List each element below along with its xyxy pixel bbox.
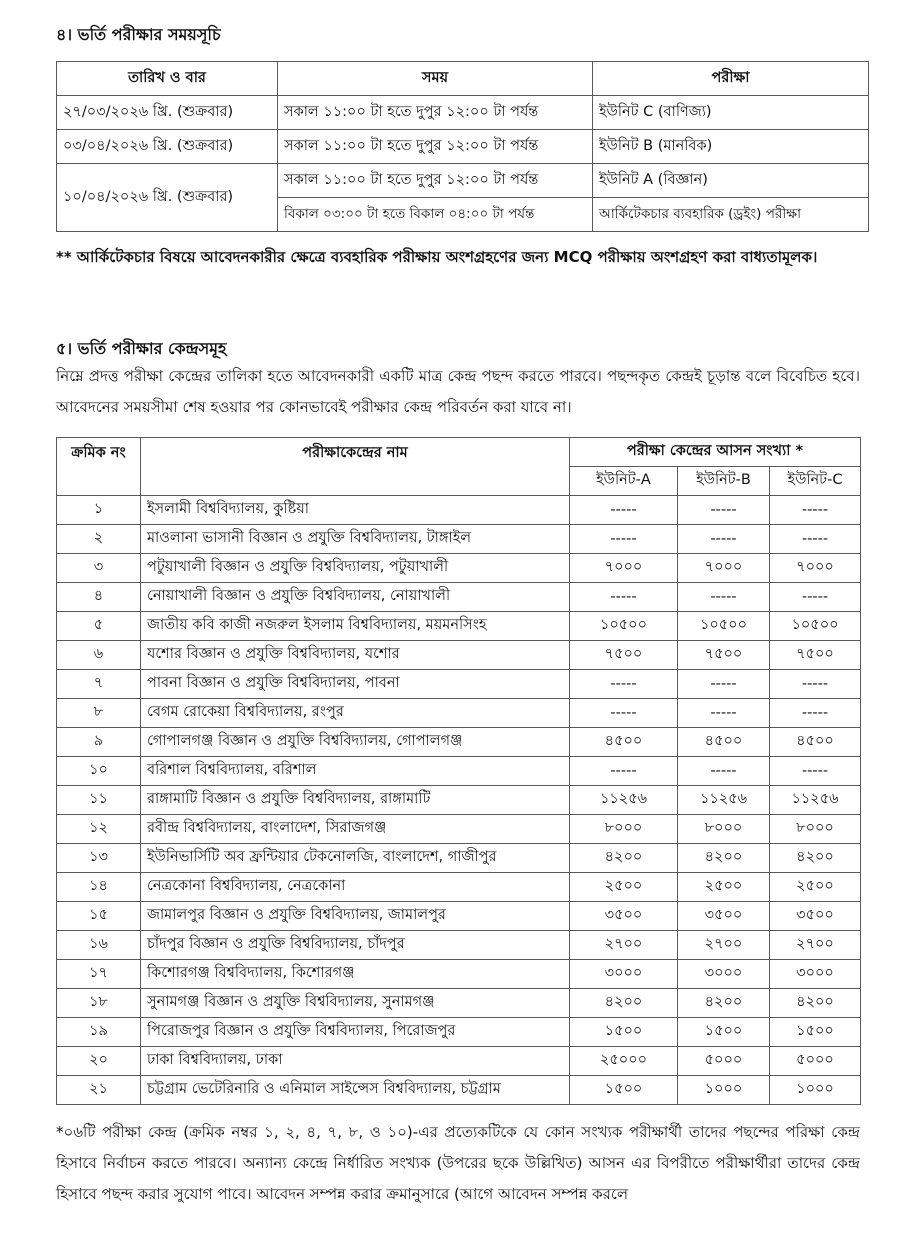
seats-unit-a: ১১২৫৬ <box>570 786 678 815</box>
header-seats: পরীক্ষা কেন্দ্রের আসন সংখ্যা * <box>570 438 861 467</box>
center-row <box>57 873 861 902</box>
center-serial: ১৯ <box>57 1018 141 1047</box>
center-row <box>57 786 861 815</box>
seats-unit-c: ১০০০ <box>770 1076 861 1105</box>
exam-centers-table <box>56 437 861 1105</box>
section4-heading: ৪। ভর্তি পরীক্ষার সময়সূচি <box>56 25 221 44</box>
center-name: নোয়াখালী বিজ্ঞান ও প্রযুক্তি বিশ্ববিদ্যালয়, নোয়াখালী <box>141 583 570 612</box>
seats-unit-b: ----- <box>678 699 770 728</box>
schedule-date: ২৭/০৩/২০২৬ খ্রি. (শুক্রবার) <box>57 96 278 130</box>
schedule-exam: আর্কিটেকচার ব্যবহারিক (ড্রইং) পরীক্ষা <box>593 198 869 232</box>
center-serial: ৫ <box>57 612 141 641</box>
header-date: তারিখ ও বার <box>57 62 278 96</box>
seats-unit-b: ১০০০ <box>678 1076 770 1105</box>
center-row <box>57 728 861 757</box>
seats-unit-b: ৮০০০ <box>678 815 770 844</box>
center-row <box>57 960 861 989</box>
seats-unit-c: ৪২০০ <box>770 844 861 873</box>
seats-unit-a: ৪২০০ <box>570 844 678 873</box>
seats-unit-a: ৩৫০০ <box>570 902 678 931</box>
seats-unit-b: ----- <box>678 757 770 786</box>
center-serial: ১৭ <box>57 960 141 989</box>
center-name: পটুয়াখালী বিজ্ঞান ও প্রযুক্তি বিশ্ববিদ্যালয়, পটুয়াখালী <box>141 554 570 583</box>
centers-intro: নিম্নে প্রদত্ত পরীক্ষা কেন্দ্রের তালিকা হতে আবেদনকারী একটি মাত্র কেন্দ্র পছন্দ করতে পারবে। পছন্দকৃত কেন্দ্রই চূড়ান্ত বলে বিবেচিত হবে। আবেদনের সময়সীমা শেষ হওয়ার পর কোনভাবেই পরীক্ষার কেন্দ্র পরিবর্তন করা যাবে না। <box>56 367 860 416</box>
seats-unit-a: ১০৫০০ <box>570 612 678 641</box>
seats-unit-b: ১১২৫৬ <box>678 786 770 815</box>
seats-unit-a: ১৫০০ <box>570 1076 678 1105</box>
exam-schedule-table <box>56 61 869 232</box>
header-unit-a: ইউনিট-A <box>570 467 678 496</box>
seats-unit-c: ----- <box>770 699 861 728</box>
center-serial: ৮ <box>57 699 141 728</box>
center-row <box>57 844 861 873</box>
seats-unit-a: ৩০০০ <box>570 960 678 989</box>
centers-body <box>57 496 861 1105</box>
center-name: রাঙ্গামাটি বিজ্ঞান ও প্রযুক্তি বিশ্ববিদ্যালয়, রাঙ্গামাটি <box>141 786 570 815</box>
center-row <box>57 757 861 786</box>
center-name: পাবনা বিজ্ঞান ও প্রযুক্তি বিশ্ববিদ্যালয়, পাবনা <box>141 670 570 699</box>
architecture-note: ** আর্কিটেকচার বিষয়ে আবেদনকারীর ক্ষেত্রে ব্যবহারিক পরীক্ষায় অংশগ্রহণের জন্য MCQ পরীক্ষায় অংশগ্রহণ করা বাধ্যতামূলক। <box>56 248 818 266</box>
center-serial: ১১ <box>57 786 141 815</box>
seats-unit-a: ৪২০০ <box>570 989 678 1018</box>
seats-unit-c: ৫০০০ <box>770 1047 861 1076</box>
center-serial: ৭ <box>57 670 141 699</box>
seats-unit-b: ৪২০০ <box>678 989 770 1018</box>
centers-footnote: *০৬টি পরীক্ষা কেন্দ্র (ক্রমিক নম্বর ১, ২, ৪, ৭, ৮, ও ১০)-এর প্রত্যেকটিকে যে কোন সংখ্যক পরীক্ষার্থী তাদের পছন্দের পরিক্ষা কেন্দ্র হিসাবে নির্বাচন করতে পারবে। অন্যান্য কেন্দ্রে নির্ধারিত সংখ্যক (উপরের ছকে উল্লিখিত) আসন এর বিপরীতে পরীক্ষার্থীরা তাদের কেন্দ্র হিসাবে পছন্দ করার সুযোগ পাবে। আবেদন সম্পন্ন করার ক্রমানুসারে (আগে আবেদন সম্পন্ন করলে <box>56 1123 860 1203</box>
seats-unit-a: ----- <box>570 670 678 699</box>
center-serial: ১৩ <box>57 844 141 873</box>
seats-unit-c: ----- <box>770 525 861 554</box>
seats-unit-c: ৭৫০০ <box>770 641 861 670</box>
seats-unit-c: ৪৫০০ <box>770 728 861 757</box>
center-serial: ৯ <box>57 728 141 757</box>
seats-unit-c: ৩০০০ <box>770 960 861 989</box>
center-name: সুনামগঞ্জ বিজ্ঞান ও প্রযুক্তি বিশ্ববিদ্যালয়, সুনামগঞ্জ <box>141 989 570 1018</box>
section5-heading: ৫। ভর্তি পরীক্ষার কেন্দ্রসমূহ <box>56 339 227 358</box>
center-serial: ১২ <box>57 815 141 844</box>
seats-unit-b: ----- <box>678 670 770 699</box>
center-row <box>57 815 861 844</box>
center-serial: ১৮ <box>57 989 141 1018</box>
center-serial: ৪ <box>57 583 141 612</box>
center-name: নেত্রকোনা বিশ্ববিদ্যালয়, নেত্রকোনা <box>141 873 570 902</box>
schedule-row <box>57 164 869 198</box>
center-row <box>57 989 861 1018</box>
seats-unit-b: ২৫০০ <box>678 873 770 902</box>
center-name: মাওলানা ভাসানী বিজ্ঞান ও প্রযুক্তি বিশ্ববিদ্যালয়, টাঙ্গাইল <box>141 525 570 554</box>
center-name: বরিশাল বিশ্ববিদ্যালয়, বরিশাল <box>141 757 570 786</box>
schedule-row <box>57 96 869 130</box>
seats-unit-b: ----- <box>678 496 770 525</box>
center-row <box>57 931 861 960</box>
center-name: ইসলামী বিশ্ববিদ্যালয়, কুষ্টিয়া <box>141 496 570 525</box>
seats-unit-c: ১০৫০০ <box>770 612 861 641</box>
seats-unit-a: ----- <box>570 525 678 554</box>
center-serial: ১৫ <box>57 902 141 931</box>
center-name: বেগম রোকেয়া বিশ্ববিদ্যালয়, রংপুর <box>141 699 570 728</box>
center-row <box>57 612 861 641</box>
center-row <box>57 1018 861 1047</box>
schedule-time: বিকাল ০৩:০০ টা হতে বিকাল ০৪:০০ টা পর্যন্ত <box>278 198 593 232</box>
center-row <box>57 496 861 525</box>
seats-unit-b: ৫০০০ <box>678 1047 770 1076</box>
schedule-date: ০৩/০৪/২০২৬ খ্রি. (শুক্রবার) <box>57 130 278 164</box>
center-name: গোপালগঞ্জ বিজ্ঞান ও প্রযুক্তি বিশ্ববিদ্যালয়, গোপালগঞ্জ <box>141 728 570 757</box>
seats-unit-b: ৪৫০০ <box>678 728 770 757</box>
seats-unit-b: ৩০০০ <box>678 960 770 989</box>
seats-unit-a: ----- <box>570 496 678 525</box>
seats-unit-b: ----- <box>678 583 770 612</box>
center-serial: ৬ <box>57 641 141 670</box>
schedule-row <box>57 130 869 164</box>
center-serial: ১ <box>57 496 141 525</box>
seats-unit-a: ৮০০০ <box>570 815 678 844</box>
header-serial: ক্রমিক নং <box>57 438 141 496</box>
center-serial: ১৬ <box>57 931 141 960</box>
seats-unit-c: ২৭০০ <box>770 931 861 960</box>
center-name: জাতীয় কবি কাজী নজরুল ইসলাম বিশ্ববিদ্যালয়, ময়মনসিংহ <box>141 612 570 641</box>
seats-unit-b: ৭০০০ <box>678 554 770 583</box>
center-row <box>57 525 861 554</box>
seats-unit-a: ৭০০০ <box>570 554 678 583</box>
schedule-exam: ইউনিট C (বাণিজ্য) <box>593 96 869 130</box>
seats-unit-a: ৪৫০০ <box>570 728 678 757</box>
seats-unit-a: ----- <box>570 583 678 612</box>
schedule-exam: ইউনিট B (মানবিক) <box>593 130 869 164</box>
centers-header-row <box>57 438 861 467</box>
center-row <box>57 554 861 583</box>
seats-unit-b: ৩৫০০ <box>678 902 770 931</box>
schedule-date: ১০/০৪/২০২৬ খ্রি. (শুক্রবার) <box>57 164 278 232</box>
seats-unit-c: ৭০০০ <box>770 554 861 583</box>
seats-unit-c: ----- <box>770 670 861 699</box>
center-serial: ২০ <box>57 1047 141 1076</box>
center-name: ঢাকা বিশ্ববিদ্যালয়, ঢাকা <box>141 1047 570 1076</box>
center-name: চাঁদপুর বিজ্ঞান ও প্রযুক্তি বিশ্ববিদ্যালয়, চাঁদপুর <box>141 931 570 960</box>
schedule-header-row <box>57 62 869 96</box>
seats-unit-a: ২৫০০ <box>570 873 678 902</box>
seats-unit-c: ৮০০০ <box>770 815 861 844</box>
seats-unit-b: ২৭০০ <box>678 931 770 960</box>
seats-unit-a: ----- <box>570 757 678 786</box>
header-time: সময় <box>278 62 593 96</box>
seats-unit-b: ----- <box>678 525 770 554</box>
schedule-time: সকাল ১১:০০ টা হতে দুপুর ১২:০০ টা পর্যন্ত <box>278 164 593 198</box>
seats-unit-c: ----- <box>770 757 861 786</box>
seats-unit-b: ৭৫০০ <box>678 641 770 670</box>
center-row <box>57 902 861 931</box>
seats-unit-b: ১৫০০ <box>678 1018 770 1047</box>
seats-unit-a: ১৫০০ <box>570 1018 678 1047</box>
center-row <box>57 670 861 699</box>
header-exam: পরীক্ষা <box>593 62 869 96</box>
center-name: ইউনিভার্সিটি অব ফ্রন্টিয়ার টেকনোলজি, বাংলাদেশ, গাজীপুর <box>141 844 570 873</box>
seats-unit-c: ----- <box>770 496 861 525</box>
seats-unit-c: ১১২৫৬ <box>770 786 861 815</box>
seats-unit-c: ২৫০০ <box>770 873 861 902</box>
center-name: চট্টগ্রাম ভেটেরিনারি ও এনিমাল সাইন্সেস বিশ্ববিদ্যালয়, চট্টগ্রাম <box>141 1076 570 1105</box>
seats-unit-a: ২৭০০ <box>570 931 678 960</box>
seats-unit-a: ----- <box>570 699 678 728</box>
center-row <box>57 1047 861 1076</box>
seats-unit-c: ----- <box>770 583 861 612</box>
center-row <box>57 583 861 612</box>
seats-unit-a: ৭৫০০ <box>570 641 678 670</box>
center-row <box>57 699 861 728</box>
schedule-exam: ইউনিট A (বিজ্ঞান) <box>593 164 869 198</box>
seats-unit-c: ১৫০০ <box>770 1018 861 1047</box>
header-unit-c: ইউনিট-C <box>770 467 861 496</box>
center-name: রবীন্দ্র বিশ্ববিদ্যালয়, বাংলাদেশ, সিরাজগঞ্জ <box>141 815 570 844</box>
center-serial: ১৪ <box>57 873 141 902</box>
center-name: যশোর বিজ্ঞান ও প্রযুক্তি বিশ্ববিদ্যালয়, যশোর <box>141 641 570 670</box>
center-serial: ২১ <box>57 1076 141 1105</box>
center-name: কিশোরগঞ্জ বিশ্ববিদ্যালয়, কিশোরগঞ্জ <box>141 960 570 989</box>
center-serial: ১০ <box>57 757 141 786</box>
seats-unit-c: ৪২০০ <box>770 989 861 1018</box>
schedule-time: সকাল ১১:০০ টা হতে দুপুর ১২:০০ টা পর্যন্ত <box>278 96 593 130</box>
center-row <box>57 641 861 670</box>
seats-unit-c: ৩৫০০ <box>770 902 861 931</box>
header-center-name: পরীক্ষাকেন্দ্রের নাম <box>141 438 570 496</box>
seats-unit-b: ১০৫০০ <box>678 612 770 641</box>
header-unit-b: ইউনিট-B <box>678 467 770 496</box>
center-name: জামালপুর বিজ্ঞান ও প্রযুক্তি বিশ্ববিদ্যালয়, জামালপুর <box>141 902 570 931</box>
center-serial: ৩ <box>57 554 141 583</box>
seats-unit-b: ৪২০০ <box>678 844 770 873</box>
center-row <box>57 1076 861 1105</box>
seats-unit-a: ২৫০০০ <box>570 1047 678 1076</box>
schedule-time: সকাল ১১:০০ টা হতে দুপুর ১২:০০ টা পর্যন্ত <box>278 130 593 164</box>
center-serial: ২ <box>57 525 141 554</box>
center-name: পিরোজপুর বিজ্ঞান ও প্রযুক্তি বিশ্ববিদ্যালয়, পিরোজপুর <box>141 1018 570 1047</box>
